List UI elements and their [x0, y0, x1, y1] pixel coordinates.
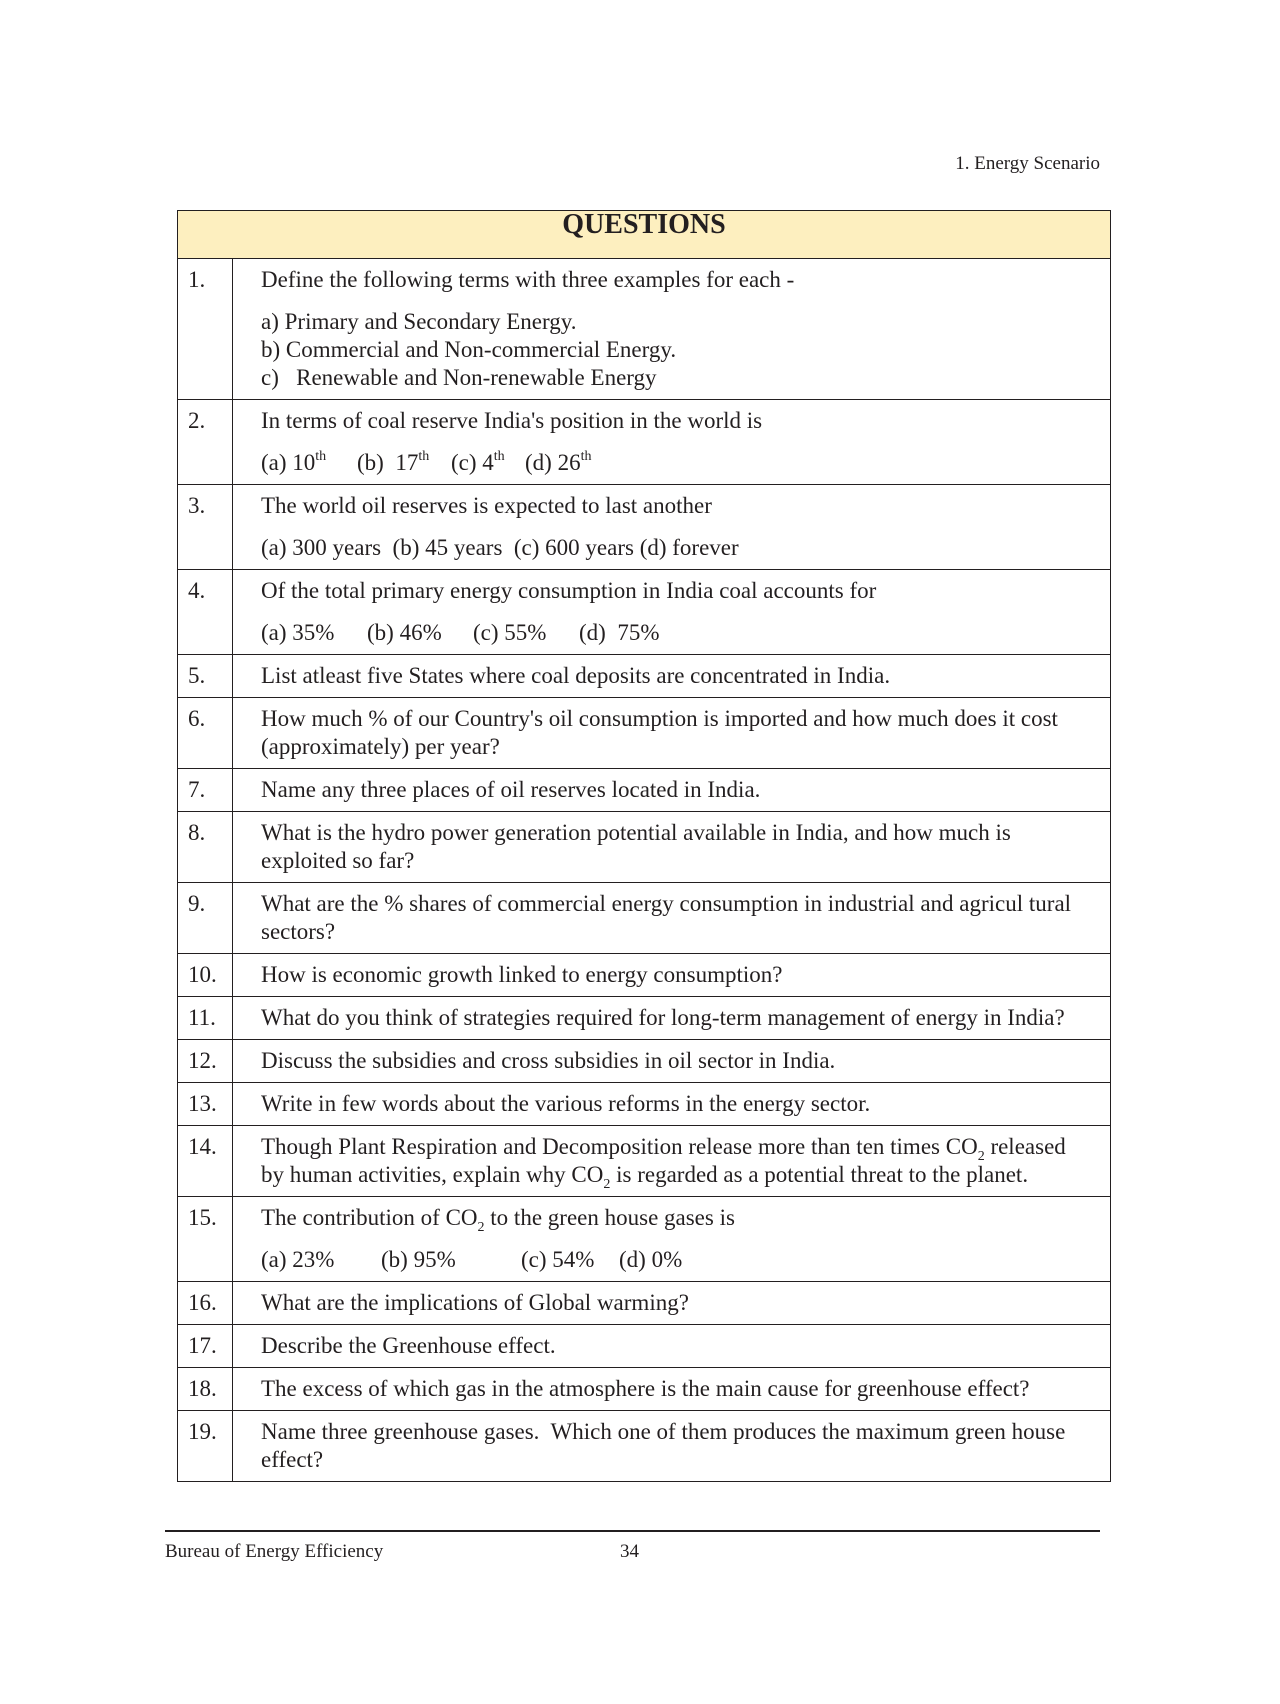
footer-rule: [165, 1530, 1100, 1532]
question-text: How much % of our Country's oil consumption is imported and how much does it cost (approximately) per year?: [233, 698, 1111, 769]
question-text: Describe the Greenhouse effect.: [233, 1325, 1111, 1368]
option-a: (a) 23%: [261, 1247, 335, 1272]
question-number: 1.: [178, 259, 233, 400]
answer-options: [261, 619, 1094, 647]
question-row: [178, 769, 1111, 812]
question-text: [261, 1204, 1094, 1235]
question-number: 9.: [178, 883, 233, 954]
question-row: [178, 1197, 1111, 1282]
question-subitems: [261, 308, 1094, 392]
question-text: How is economic growth linked to energy consumption?: [233, 954, 1111, 997]
question-cell: [233, 259, 1111, 400]
question-number: 18.: [178, 1368, 233, 1411]
option-a: (a) 35%: [261, 620, 335, 645]
question-number: 2.: [178, 400, 233, 485]
option-b: (b) 17th: [357, 449, 430, 475]
question-text: Write in few words about the various reforms in the energy sector.: [233, 1083, 1111, 1126]
table-title: QUESTIONS: [178, 211, 1111, 259]
option-d: (d) 26th: [525, 449, 592, 475]
option-b: (b) 46%: [367, 620, 442, 645]
question-row: [178, 1126, 1111, 1197]
subitem: b) Commercial and Non-commercial Energy.: [261, 337, 677, 362]
question-text: List atleast five States where coal deposits are concentrated in India.: [233, 655, 1111, 698]
question-text-part: to the green house gases is: [484, 1205, 735, 1230]
question-number: 16.: [178, 1282, 233, 1325]
question-cell: [233, 485, 1111, 570]
question-cell: [233, 400, 1111, 485]
question-number: 14.: [178, 1126, 233, 1197]
question-text: What are the % shares of commercial energy consumption in industrial and agricul tural sectors?: [233, 883, 1111, 954]
page-number: 34: [620, 1541, 639, 1562]
question-text: Name any three places of oil reserves located in India.: [233, 769, 1111, 812]
question-number: 7.: [178, 769, 233, 812]
question-number: 11.: [178, 997, 233, 1040]
question-number: 19.: [178, 1411, 233, 1482]
question-cell: [233, 570, 1111, 655]
question-row: [178, 400, 1111, 485]
question-row: [178, 1411, 1111, 1482]
option-c: (c) 54%: [521, 1247, 595, 1272]
option-d: (d) 75%: [579, 620, 660, 645]
question-row: [178, 570, 1111, 655]
question-number: 5.: [178, 655, 233, 698]
question-row: [178, 1040, 1111, 1083]
question-row: [178, 485, 1111, 570]
question-text-part: released by human activities, explain why CO: [261, 1134, 1072, 1187]
question-text: What are the implications of Global warming?: [233, 1282, 1111, 1325]
question-number: 3.: [178, 485, 233, 570]
option-a: (a) 10th: [261, 449, 327, 475]
question-cell: [233, 1197, 1111, 1282]
question-text: Name three greenhouse gases. Which one of them produces the maximum green house effect?: [233, 1411, 1111, 1482]
question-number: 17.: [178, 1325, 233, 1368]
question-row: [178, 812, 1111, 883]
question-text: What is the hydro power generation potential available in India, and how much is exploited so far?: [233, 812, 1111, 883]
question-row: [178, 1325, 1111, 1368]
question-row: [178, 1368, 1111, 1411]
question-text-part: Though Plant Respiration and Decomposition release more than ten times CO: [261, 1134, 978, 1159]
questions-table: [177, 210, 1111, 1482]
question-text: What do you think of strategies required for long-term management of energy in India?: [233, 997, 1111, 1040]
question-number: 15.: [178, 1197, 233, 1282]
option-c: (c) 55%: [473, 620, 547, 645]
question-number: 12.: [178, 1040, 233, 1083]
question-row: [178, 1282, 1111, 1325]
subscript: 2: [477, 1220, 485, 1235]
question-number: 10.: [178, 954, 233, 997]
question-text: The excess of which gas in the atmosphere is the main cause for greenhouse effect?: [233, 1368, 1111, 1411]
option-c: (c) 4th: [451, 449, 505, 475]
chapter-header: 1. Energy Scenario: [955, 153, 1100, 174]
question-row: [178, 698, 1111, 769]
question-cell: [233, 1126, 1111, 1197]
table-header-row: [178, 211, 1111, 259]
subitem: c) Renewable and Non-renewable Energy: [261, 365, 657, 390]
question-text: The world oil reserves is expected to last another: [261, 493, 712, 518]
question-row: [178, 655, 1111, 698]
question-text: Of the total primary energy consumption in India coal accounts for: [261, 578, 877, 603]
question-number: 13.: [178, 1083, 233, 1126]
answer-options: [261, 1246, 1094, 1274]
footer-publisher: Bureau of Energy Efficiency: [165, 1541, 384, 1562]
subitem: a) Primary and Secondary Energy.: [261, 309, 577, 334]
question-text: In terms of coal reserve India's position in the world is: [261, 408, 763, 433]
question-text-part: The contribution of CO: [261, 1205, 478, 1230]
question-row: [178, 883, 1111, 954]
option-b: (b) 95%: [381, 1247, 456, 1272]
question-row: [178, 954, 1111, 997]
question-number: 4.: [178, 570, 233, 655]
question-row: [178, 259, 1111, 400]
question-number: 6.: [178, 698, 233, 769]
question-number: 8.: [178, 812, 233, 883]
subscript: 2: [603, 1177, 611, 1192]
question-text-part: is regarded as a potential threat to the planet.: [610, 1162, 1029, 1187]
answer-options: (a) 300 years (b) 45 years (c) 600 years (d) forever: [261, 535, 739, 560]
answer-options: [261, 449, 1094, 477]
option-d: (d) 0%: [619, 1247, 683, 1272]
subscript: 2: [977, 1149, 985, 1164]
question-row: [178, 1083, 1111, 1126]
question-row: [178, 997, 1111, 1040]
question-text: Discuss the subsidies and cross subsidies in oil sector in India.: [233, 1040, 1111, 1083]
question-text: Define the following terms with three examples for each -: [261, 267, 795, 292]
